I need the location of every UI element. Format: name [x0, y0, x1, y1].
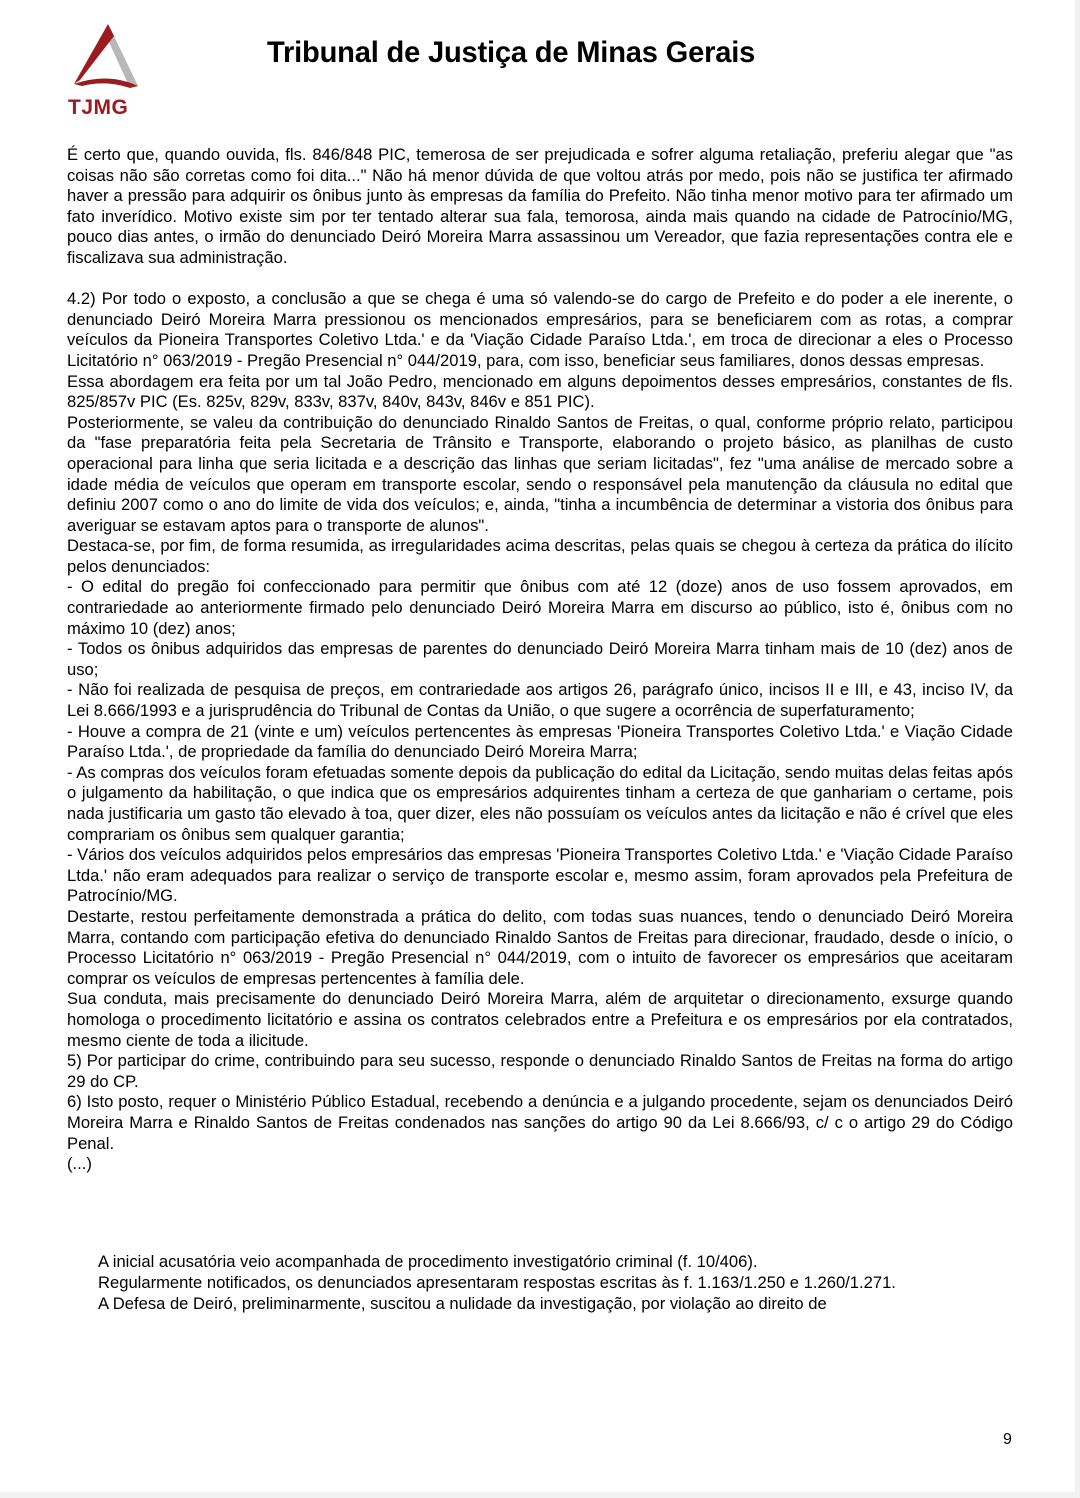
list-item: - Houve a compra de 21 (vinte e um) veículos pertencentes às empresas 'Pioneira Transportes Coletivo Ltda.' e Viação Cidade Paraíso Ltda.', de propriedade da família do denunciado Deiró Moreira Marra; [67, 721, 1013, 762]
summary-block [98, 1251, 1018, 1314]
paragraph: 4.2) Por todo o exposto, a conclusão a que se chega é uma só valendo-se do cargo de Prefeito e do poder a ele inerente, o denunciado Deiró Moreira Marra pressionou os mencionados empresários, para se beneficiarem com as rotas, a comprar veículos da Pioneira Transportes Coletivo Ltda.' e da 'Viação Cidade Paraíso Ltda.', em troca de direcionar a eles o Processo Licitatório n° 063/2019 - Pregão Presencial n° 044/2019, para, com isso, beneficiar seus familiares, donos dessas empresas. [67, 289, 1013, 370]
list-item: - Vários dos veículos adquiridos pelos empresários das empresas 'Pioneira Transportes Coletivo Ltda.' e 'Viação Cidade Paraíso Ltda.' não eram adequados para realizar o serviço de transporte escolar e, mesmo assim, foram aprovados pela Prefeitura de Patrocínio/MG. [67, 845, 1013, 906]
paragraph: Destaca-se, por fim, de forma resumida, as irregularidades acima descritas, pelas quais se chegou à certeza da prática do ilícito pelos denunciados: [67, 536, 1013, 576]
logo-text: TJMG [68, 96, 129, 119]
paragraph: Regularmente notificados, os denunciados apresentaram respostas escritas às f. 1.163/1.250 e 1.260/1.271. [98, 1273, 896, 1292]
paragraph: Posteriormente, se valeu da contribuição do denunciado Rinaldo Santos de Freitas, o qual, conforme próprio relato, participou da "fase preparatória feita pela Secretaria de Trânsito e Transporte, elaborando o projeto básico, as planilhas de custo operacional para linha que seria licitada e a descrição das linhas que seriam licitadas", fez "uma análise de mercado sobre a idade média de veículos que operam em transporte escolar, sendo o responsável pela manutenção da cláusula no edital que definiu 2007 como o ano do limite de vida dos veículos; e, ainda, "tinha a incumbência de determinar a vistoria dos ônibus para averiguar se estavam aptos para o transporte de alunos". [67, 412, 1013, 535]
page-header [0, 0, 1075, 135]
paragraph: É certo que, quando ouvida, fls. 846/848 PIC, temerosa de ser prejudicada e sofrer alguma retaliação, preferiu alegar que "as coisas não são corretas como foi dita..." Não há menor dúvida de que voltou atrás por medo, pois não se justifica ter afirmado haver a pressão para adquirir os ônibus junto às empresas da família do Prefeito. Não tinha menor motivo para ter afirmado um fato inverídico. Motivo existe sim por ter tentado alterar sua fala, temorosa, ainda mais quando na cidade de Patrocínio/MG, pouco dias antes, o irmão do denunciado Deiró Moreira Marra assassinou um Vereador, que fazia representações contra ele e fiscalizava sua administração. [67, 145, 1013, 267]
triangle-logo-icon [68, 22, 148, 94]
tjmg-logo [62, 22, 158, 122]
paragraph: Essa abordagem era feita por um tal João Pedro, mencionado em alguns depoimentos desses empresários, constantes de fls. 825/857v PIC (Es. 825v, 829v, 833v, 837v, 840v, 843v, 846v e 851 PIC). [67, 371, 1013, 412]
paragraph: A Defesa de Deiró, preliminarmente, suscitou a nulidade da investigação, por violação ao direito de [98, 1294, 827, 1313]
list-item: - Todos os ônibus adquiridos das empresas de parentes do denunciado Deiró Moreira Marra tinham mais de 10 (dez) anos de uso; [67, 639, 1013, 679]
page-number: 9 [1003, 1431, 1012, 1448]
paragraph: 6) Isto posto, requer o Ministério Público Estadual, recebendo a denúncia e a julgando procedente, sejam os denunciados Deiró Moreira Marra e Rinaldo Santos de Freitas condenados nas sanções do artigo 90 da Lei 8.666/93, c/ c o artigo 29 do Código Penal. [67, 1092, 1013, 1153]
page-title: Tribunal de Justiça de Minas Gerais [267, 36, 756, 69]
ellipsis: (...) [67, 1154, 92, 1174]
paragraph: Destarte, restou perfeitamente demonstrada a prática do delito, com todas suas nuances, tendo o denunciado Deiró Moreira Marra, contando com participação efetiva do denunciado Rinaldo Santos de Freitas para direcionar, fraudado, desde o início, o Processo Licitatório n° 063/2019 - Pregão Presencial n° 044/2019, com o intuito de favorecer os empresários que aceitaram comprar os veículos de empresas pertencentes à família dele. [67, 906, 1013, 988]
document-body [67, 145, 1013, 1175]
paragraph: A inicial acusatória veio acompanhada de procedimento investigatório criminal (f. 10/406). [98, 1252, 758, 1271]
paragraph: Sua conduta, mais precisamente do denunciado Deiró Moreira Marra, além de arquitetar o direcionamento, exsurge quando homologa o procedimento licitatório e assina os contratos celebrados entre a Prefeitura e os empresários por ela contratados, mesmo ciente de toda a ilicitude. [67, 989, 1013, 1050]
list-item: - Não foi realizada de pesquisa de preços, em contrariedade aos artigos 26, parágrafo único, incisos II e III, e 43, inciso IV, da Lei 8.666/1993 e a jurisprudência do Tribunal de Contas da União, o que sugere a ocorrência de superfaturamento; [67, 680, 1013, 721]
list-item: - As compras dos veículos foram efetuadas somente depois da publicação do edital da Licitação, sendo muitas delas feitas após o julgamento da habilitação, o que indica que os empresários adquirentes tinham a certeza de que ganhariam o certame, pois nada justificaria um gasto tão elevado à toa, quer dizer, eles não possuíam os veículos antes da licitação e não é crível que eles comprariam os ônibus sem qualquer garantia; [67, 762, 1013, 844]
paragraph: 5) Por participar do crime, contribuindo para seu sucesso, responde o denunciado Rinaldo Santos de Freitas na forma do artigo 29 do CP. [67, 1051, 1013, 1091]
list-item: - O edital do pregão foi confeccionado para permitir que ônibus com até 12 (doze) anos de uso fossem aprovados, em contrariedade ao anteriormente firmado pelo denunciado Deiró Moreira Marra em discurso ao público, isto é, ônibus com no máximo 10 (dez) anos; [67, 577, 1013, 638]
